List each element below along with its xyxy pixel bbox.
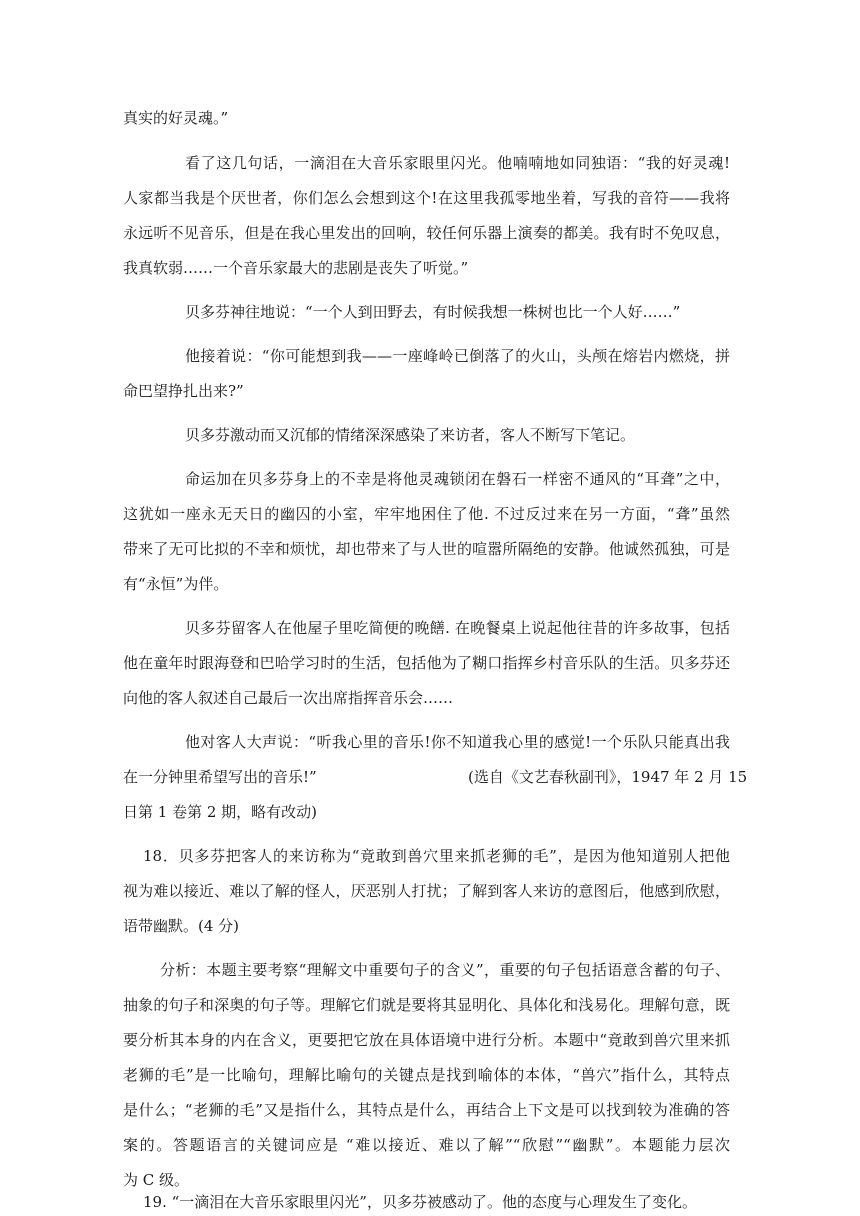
text-line: 带来了无可比拟的不幸和烦忧，却也带来了与人世的喧嚣所隔绝的安静。他诚然孤独，可是 — [123, 540, 730, 558]
text-line: 人家都当我是个厌世者，你们怎么会想到这个!在这里我孤零地坐着，写我的音符——我将 — [123, 189, 730, 207]
analysis-paragraph: 分析：本题主要考察“理解文中重要句子的含义”，重要的句子包括语意含蓄的句子、 — [160, 961, 730, 979]
text-line: 是什么；“老狮的毛”又是指什么，其特点是什么，再结合上下文是可以找到较为准确的答 — [123, 1101, 730, 1119]
text-line: 视为难以接近、难以了解的怪人，厌恶别人打扰；了解到客人来访的意图后，他感到欣慰， — [123, 882, 730, 900]
text-line: 永远听不见音乐，但是在我心里发出的回响，较任何乐器上演奏的都美。我有时不免叹息， — [123, 224, 730, 242]
text-line: 为 C 级。 — [123, 1171, 190, 1189]
text-line: 命巴望挣扎出来?” — [123, 382, 244, 400]
text-line: 这犹如一座永无天日的幽囚的小室，牢牢地困住了他. 不过反过来在另一方面，“聋”虽然 — [123, 505, 730, 523]
text-line: 真实的好灵魂。” — [123, 109, 229, 127]
source-citation: 日第 1 卷第 2 期，略有改动) — [123, 803, 318, 821]
text-line: 案的。答题语言的关键词应是 “难以接近、难以了解”“欣慰”“幽默”。本题能力层次 — [123, 1136, 730, 1154]
text-line: 贝多芬激动而又沉郁的情绪深深感染了来访者，客人不断写下笔记。 — [185, 426, 636, 444]
text-line: 他接着说：“你可能想到我——一座峰岭已倒落了的火山，头颅在熔岩内燃烧，拼 — [185, 347, 730, 365]
question-19: 19. “一滴泪在大音乐家眼里闪光”，贝多芬被感动了。他的态度与心理发生了变化。 — [143, 1193, 697, 1211]
text-line: 在一分钟里希望写出的音乐!” — [123, 768, 317, 786]
question-18: 18．贝多芬把客人的来访称为“竟敢到兽穴里来抓老狮的毛”，是因为他知道别人把他 — [143, 847, 730, 865]
text-line: 我真软弱……一个音乐家最大的悲剧是丧失了听觉。” — [123, 259, 469, 277]
text-line: 他对客人大声说：“听我心里的音乐!你不知道我心里的感觉!一个乐队只能真出我 — [185, 733, 730, 751]
text-line: 向他的客人叙述自己最后一次出席指挥音乐会…… — [123, 689, 454, 707]
text-line: 看了这几句话，一滴泪在大音乐家眼里闪光。他喃喃地如同独语：“我的好灵魂! — [185, 154, 730, 172]
text-line: 抽象的句子和深奥的句子等。理解它们就是要将其显明化、具体化和浅易化。理解句意，既 — [123, 996, 730, 1014]
text-line: 老狮的毛”是一比喻句，理解比喻句的关键点是找到喻体的本体，“兽穴”指什么，其特点 — [123, 1066, 730, 1084]
text-line: 命运加在贝多芬身上的不幸是将他灵魂锁闭在磐石一样密不通风的“耳聋”之中， — [185, 470, 730, 488]
text-line: 要分析其本身的内在含义，更要把它放在具体语境中进行分析。本题中“竟敢到兽穴里来抓 — [123, 1031, 730, 1049]
text-line: 他在童年时跟海登和巴哈学习时的生活，包括他为了糊口指挥乡村音乐队的生活。贝多芬还 — [123, 654, 730, 672]
text-line: 有“永恒”为伴。 — [123, 575, 229, 593]
source-citation: (选自《文艺春秋副刊》，1947 年 2 月 15 — [468, 768, 748, 786]
text-line: 语带幽默。(4 分) — [123, 917, 240, 935]
text-line: 贝多芬留客人在他屋子里吃简便的晚饍. 在晚餐桌上说起他往昔的许多故事，包括 — [185, 619, 730, 637]
text-line: 贝多芬神往地说：“一个人到田野去，有时候我想一株树也比一个人好……” — [185, 303, 681, 321]
